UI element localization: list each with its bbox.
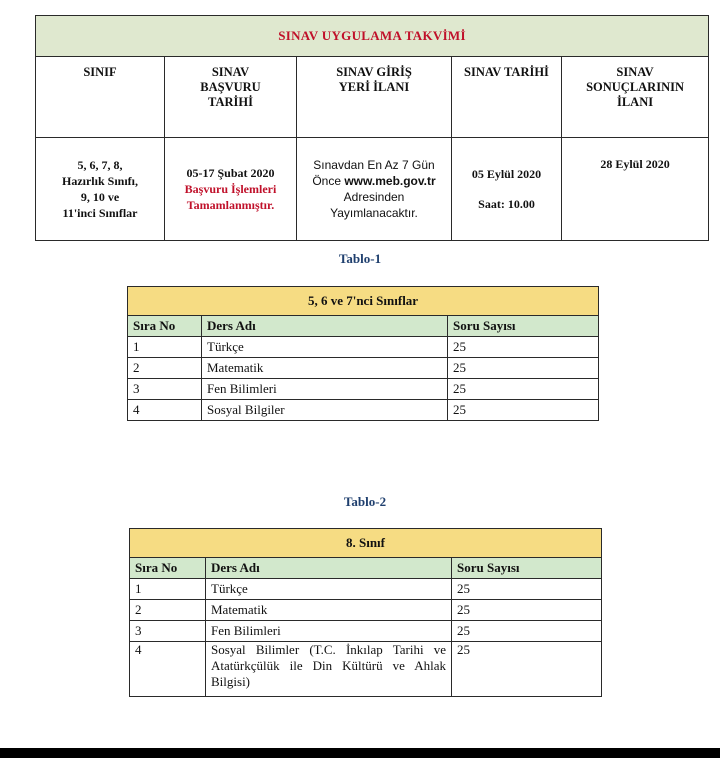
table-row: 1 Türkçe 25 xyxy=(128,337,599,358)
table-row: 2 Matematik 25 xyxy=(128,358,599,379)
entry-notice-cell: Sınavdan En Az 7 Gün Önce www.meb.gov.tr Adresinden Yayımlanacaktır. xyxy=(297,138,452,241)
col-soru-sayisi: Soru Sayısı xyxy=(448,316,599,337)
col-sira-no: Sıra No xyxy=(130,558,206,579)
table-row: 4 Sosyal Bilgiler 25 xyxy=(128,400,599,421)
col-sira-no: Sıra No xyxy=(128,316,202,337)
calendar-title-row xyxy=(36,16,709,57)
application-date: 05-17 Şubat 2020 xyxy=(186,166,275,180)
tablo2-title: 8. Sınıf xyxy=(130,529,602,558)
tablo2-header-row xyxy=(130,558,602,579)
table-row: 3 Fen Bilimleri 25 xyxy=(130,621,602,642)
exam-date-cell: 05 Eylül 2020 Saat: 10.00 xyxy=(452,138,562,241)
header-results: SINAV SONUÇLARININ İLANI xyxy=(562,57,709,138)
col-ders-adi: Ders Adı xyxy=(206,558,452,579)
calendar-header-row xyxy=(36,57,709,138)
calendar-title: SINAV UYGULAMA TAKVİMİ xyxy=(36,16,709,57)
tablo2-caption: Tablo-2 xyxy=(343,494,387,509)
results-date-cell: 28 Eylül 2020 xyxy=(562,138,709,241)
table-row: 4 Sosyal Bilimler (T.C. İnkılap Tarihi ve Atatürkçülük ile Din Kültürü ve Ahlak Bilgisi) 25 xyxy=(130,642,602,697)
application-note: Başvuru İşlemleri xyxy=(184,182,277,196)
header-application-date: SINAV BAŞVURU TARİHİ xyxy=(165,57,297,138)
exam-calendar-table xyxy=(35,15,709,241)
tablo1-caption: Tablo-1 xyxy=(338,251,382,266)
header-exam-date: SINAV TARİHİ xyxy=(452,57,562,138)
header-entry-notice: SINAV GİRİŞ YERİ İLANI xyxy=(297,57,452,138)
table-row: 2 Matematik 25 xyxy=(130,600,602,621)
tablo1-header-row xyxy=(128,316,599,337)
tablo1-table xyxy=(127,286,599,421)
application-cell: 05-17 Şubat 2020 Başvuru İşlemleri Tamamlanmıştır. xyxy=(165,138,297,241)
table-row: 3 Fen Bilimleri 25 xyxy=(128,379,599,400)
header-class: SINIF xyxy=(36,57,165,138)
meb-url-link[interactable]: www.meb.gov.tr xyxy=(344,174,436,188)
tablo1-title: 5, 6 ve 7'nci Sınıflar xyxy=(128,287,599,316)
table-row: 1 Türkçe 25 xyxy=(130,579,602,600)
tablo2-table xyxy=(129,528,602,697)
classes-cell: 5, 6, 7, 8, Hazırlık Sınıfı, 9, 10 ve 11'inci Sınıflar xyxy=(36,138,165,241)
col-soru-sayisi: Soru Sayısı xyxy=(452,558,602,579)
col-ders-adi: Ders Adı xyxy=(202,316,448,337)
calendar-data-row xyxy=(36,138,709,241)
bottom-bar xyxy=(0,748,720,758)
